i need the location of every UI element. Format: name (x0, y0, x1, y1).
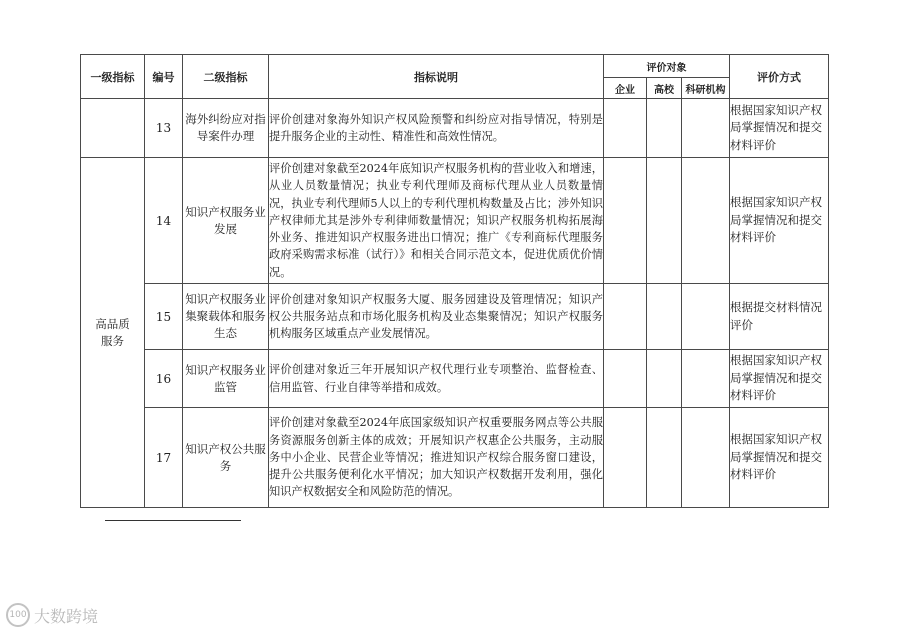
col-header-university: 高校 (647, 78, 682, 99)
table-row (81, 158, 829, 284)
row-level2: 知识产权公共服务 (183, 408, 269, 508)
row-description: 评价创建对象截至2024年底国家级知识产权重要服务网点等公共服务资源服务创新主体的成效；开展知识产权惠企公共服务，主动服务中小企业、民营企业等情况；推进知识产权综合服务窗口建设，提升公共服务便利化水平情况；加大知识产权数据开发利用，强化知识产权数据安全和风险防范的情况。 (269, 408, 604, 508)
col-header-enterprise: 企业 (604, 78, 647, 99)
col-header-method: 评价方式 (730, 55, 829, 99)
target-university-cell (647, 284, 682, 350)
row-method: 根据国家知识产权局掌握情况和提交材料评价 (730, 350, 829, 408)
table-row (81, 99, 829, 158)
col-header-level1: 一级指标 (81, 55, 145, 99)
target-institute-cell (682, 158, 730, 284)
target-institute-cell (682, 99, 730, 158)
col-header-level2: 二级指标 (183, 55, 269, 99)
col-header-number: 编号 (145, 55, 183, 99)
level1-cell: 高品质服务 (81, 158, 145, 508)
target-university-cell (647, 408, 682, 508)
row-description: 评价创建对象知识产权服务大厦、服务园建设及管理情况；知识产权公共服务站点和市场化服务机构及业态集聚情况；知识产权服务机构服务区域重点产业发展情况。 (269, 284, 604, 350)
table-row (81, 408, 829, 508)
watermark-text: 大数跨境 (34, 606, 99, 626)
row-number: 13 (145, 99, 183, 158)
row-number: 14 (145, 158, 183, 284)
target-enterprise-cell (604, 284, 647, 350)
row-description: 评价创建对象截至2024年底知识产权服务机构的营业收入和增速，从业人员数量情况；执业专利代理师及商标代理从业人员数量情况，执业专利代理师5人以上的专利代理机构数量及占比；涉外知识产权律师尤其是涉外专利律师数量情况；知识产权服务机构拓展海外业务、推进知识产权服务进出口情况；推广《专利商标代理服务政府采购需求标准（试行）》和相关合同示范文本，促进优质优价情况。 (269, 158, 604, 284)
row-method: 根据国家知识产权局掌握情况和提交材料评价 (730, 408, 829, 508)
row-number: 17 (145, 408, 183, 508)
row-method: 根据国家知识产权局掌握情况和提交材料评价 (730, 99, 829, 158)
row-number: 16 (145, 350, 183, 408)
indicator-table (80, 54, 829, 508)
col-header-institute: 科研机构 (682, 78, 730, 99)
target-university-cell (647, 99, 682, 158)
target-enterprise-cell (604, 350, 647, 408)
row-description: 评价创建对象近三年开展知识产权代理行业专项整治、监督检查、信用监管、行业自律等举措和成效。 (269, 350, 604, 408)
row-number: 15 (145, 284, 183, 350)
footnote-divider (105, 520, 241, 521)
row-level2: 知识产权服务业集聚载体和服务生态 (183, 284, 269, 350)
row-level2: 知识产权服务业监管 (183, 350, 269, 408)
target-enterprise-cell (604, 99, 647, 158)
watermark-logo-icon: 100 (6, 603, 30, 627)
col-header-description: 指标说明 (269, 55, 604, 99)
target-university-cell (647, 350, 682, 408)
target-university-cell (647, 158, 682, 284)
target-institute-cell (682, 350, 730, 408)
header-row-1 (81, 55, 829, 78)
row-level2: 知识产权服务业发展 (183, 158, 269, 284)
target-enterprise-cell (604, 408, 647, 508)
row-level2: 海外纠纷应对指导案件办理 (183, 99, 269, 158)
target-enterprise-cell (604, 158, 647, 284)
col-header-target-group: 评价对象 (604, 55, 730, 78)
watermark (6, 603, 98, 627)
row-description: 评价创建对象海外知识产权风险预警和纠纷应对指导情况，特别是提升服务企业的主动性、精准性和高效性情况。 (269, 99, 604, 158)
target-institute-cell (682, 408, 730, 508)
level1-cell-empty (81, 99, 145, 158)
table-row (81, 350, 829, 408)
table-row (81, 284, 829, 350)
row-method: 根据国家知识产权局掌握情况和提交材料评价 (730, 158, 829, 284)
target-institute-cell (682, 284, 730, 350)
row-method: 根据提交材料情况评价 (730, 284, 829, 350)
